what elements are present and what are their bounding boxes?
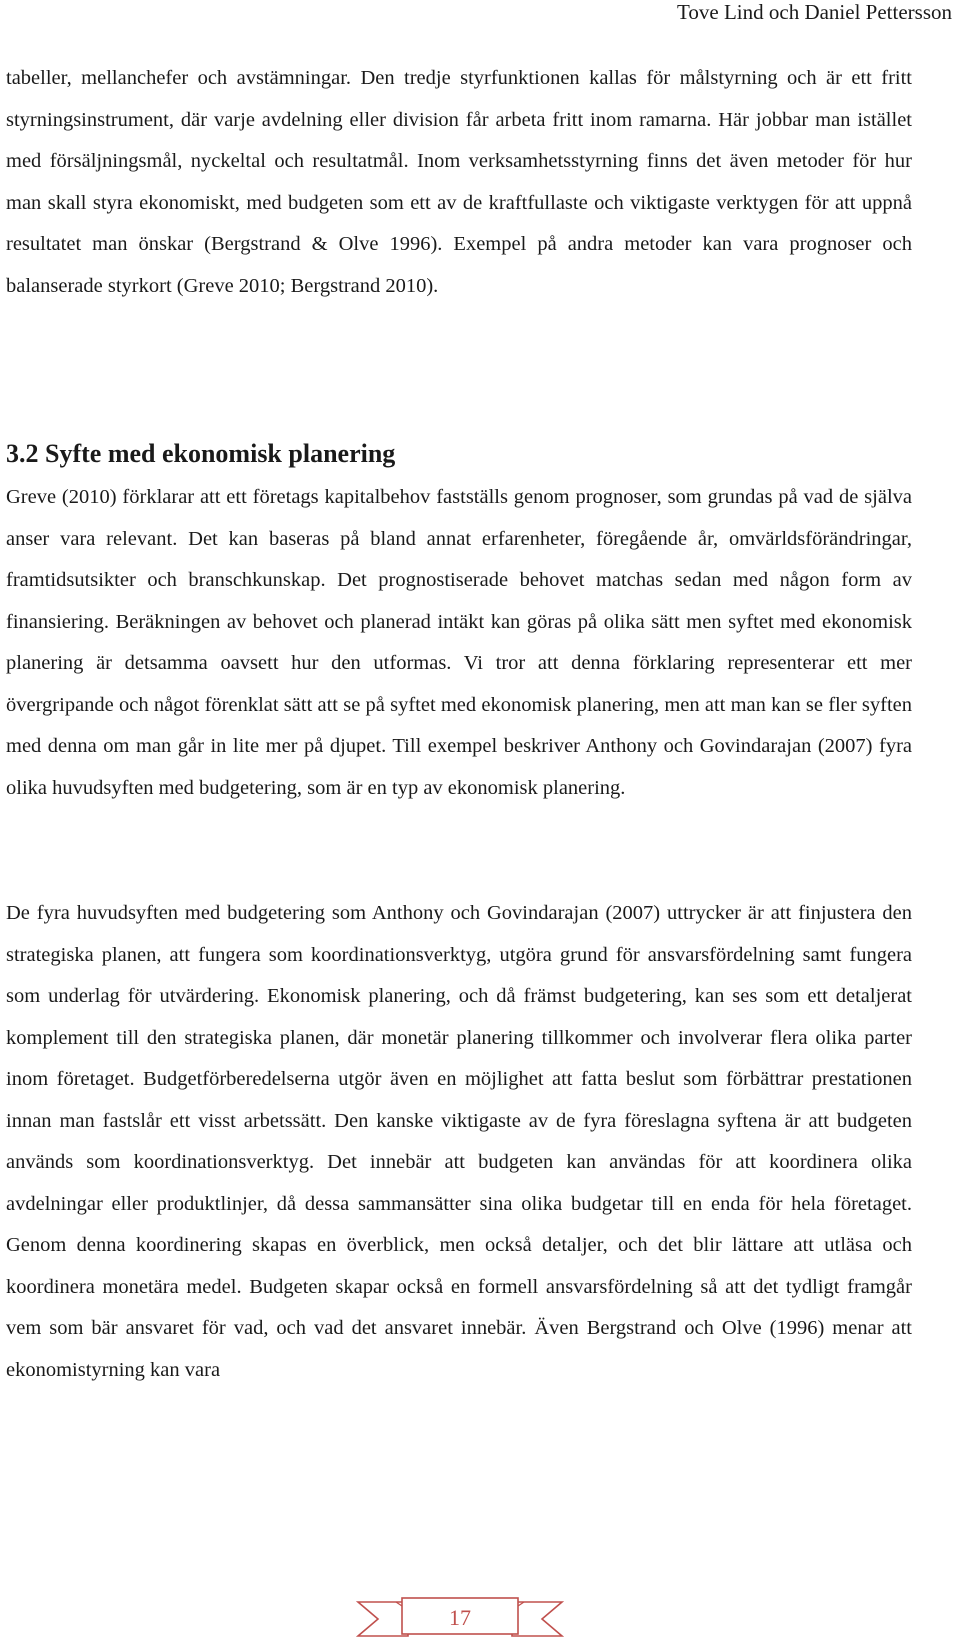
- body-paragraph: De fyra huvudsyften med budgetering som Anthony och Govindarajan (2007) uttrycker är att finjustera den strategiska planen, att fungera som koordinationsverktyg, utgöra grund för ansvarsfördelning samt fungera som underlag för utvärdering. Ekonomisk planering, och då främst budgetering, kan ses som ett detaljerat komplement till den strategiska planen, där monetär planering tillkommer och involverar flera olika parter inom företaget. Budgetförberedelserna utgör även en möjlighet att fatta beslut som förbättrar prestationen innan man fastslår ett visst arbetssätt. Den kanske viktigaste av de fyra föreslagna syftena är att budgeten används som koordinationsverktyg. Det innebär att budgeten kan användas för att koordinera olika avdelningar eller produktlinjer, då dessa sammansätter sina olika budgetar till en enda för hela företaget. Genom denna koordinering skapas en överblick, men också detaljer, och det blir lättare att utläsa och koordinera monetära medel. Budgeten skapar också en formell ansvarsfördelning så att det tydligt framgår vem som bär ansvaret för vad, och vad det ansvaret innebär. Även Bergstrand och Olve (1996) menar att ekonomistyrning kan vara: [6, 902, 912, 1381]
- body-paragraph: Greve (2010) förklarar att ett företags kapitalbehov fastställs genom prognoser, som grundas på vad de själva anser vara relevant. Det kan baseras på bland annat erfarenheter, föregående år, omvärldsförändringar, framtidsutsikter och branschkunskap. Det prognostiserade behovet matchas sedan med någon form av finansiering. Beräkningen av behovet och planerad intäkt kan göras på olika sätt men syftet med ekonomisk planering är detsamma oavsett hur den utformas. Vi tror att denna förklaring representerar ett mer övergripande och något förenklat sätt att se på syftet med ekonomisk planering, men att man kan se fler syften med denna om man går in lite mer på djupet. Till exempel beskriver Anthony och Govindarajan (2007) fyra olika huvudsyften med budgetering, som är en typ av ekonomisk planering.: [6, 486, 912, 799]
- section-heading: 3.2 Syfte med ekonomisk planering: [6, 439, 396, 468]
- body-paragraph: tabeller, mellanchefer och avstämningar. Den tredje styrfunktionen kallas för målstyrning och är ett fritt styrningsinstrument, där varje avdelning eller division får arbeta fritt inom ramarna. Här jobbar man istället med försäljningsmål, nyckeltal och resultatmål. Inom verksamhetsstyrning finns det även metoder för hur man skall styra ekonomiskt, med budgeten som ett av de kraftfullaste och viktigaste verktygen för att uppnå resultatet man önskar (Bergstrand & Olve 1996). Exempel på andra metoder kan vara prognoser och balanserade styrkort (Greve 2010; Bergstrand 2010).: [6, 67, 912, 297]
- page-number-ribbon: [356, 1596, 564, 1640]
- running-header-authors: Tove Lind och Daniel Pettersson: [677, 0, 952, 24]
- page-number: 17: [449, 1605, 471, 1630]
